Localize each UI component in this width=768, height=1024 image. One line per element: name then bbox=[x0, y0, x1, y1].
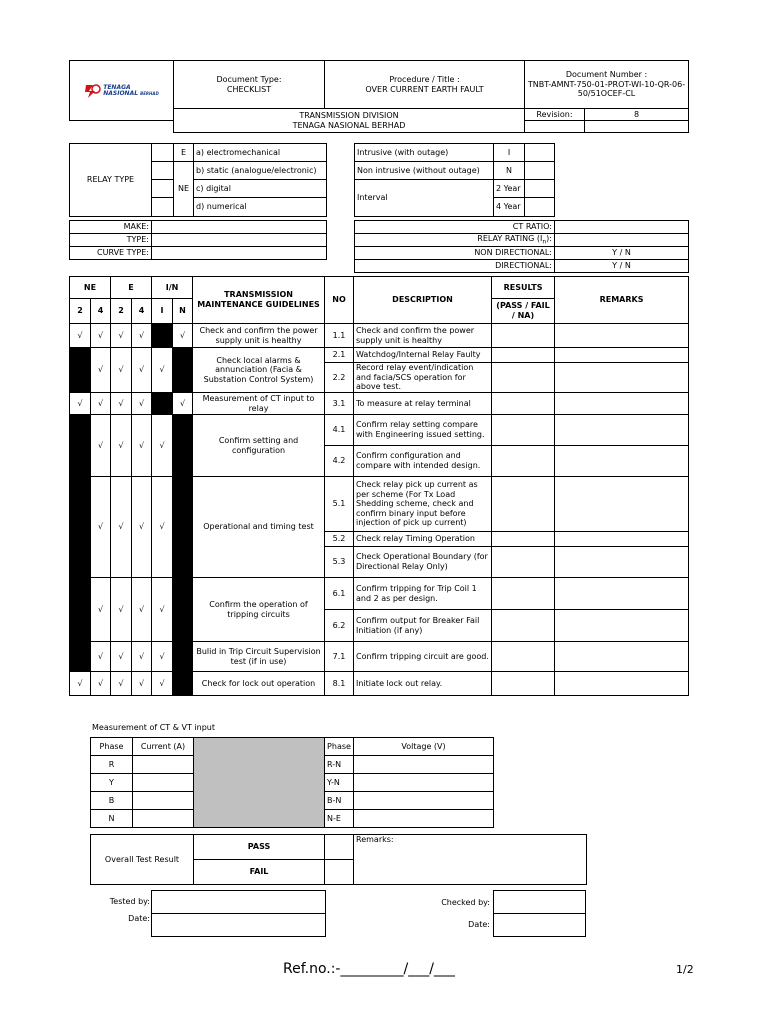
overall-result-table: Overall Test Result PASS Remarks: FAIL bbox=[90, 834, 587, 885]
result-field[interactable] bbox=[492, 578, 555, 610]
ref-number: Ref.no.:-_________/___/___ bbox=[283, 961, 455, 977]
ct-ratio-field[interactable] bbox=[555, 221, 689, 234]
make-field[interactable] bbox=[152, 221, 327, 234]
remarks-box[interactable]: Remarks: bbox=[354, 835, 587, 885]
voltage-bn[interactable] bbox=[354, 792, 494, 810]
checklist-row bbox=[70, 477, 689, 532]
item-number: 2.1 bbox=[325, 348, 354, 363]
tested-by-label: Tested by: bbox=[109, 897, 150, 906]
applicability-cell bbox=[173, 348, 193, 393]
logo-line1: TENAGA bbox=[103, 83, 131, 91]
guideline-cell: Check and confirm the power supply unit is healthy bbox=[193, 324, 325, 348]
checklist-row bbox=[70, 578, 689, 610]
tnb-logo-icon bbox=[84, 83, 102, 99]
item-description: Check relay pick up current as per scheme (For Tx Load Shedding scheme, check and confirm binary input before injection of pick up current) bbox=[354, 477, 492, 532]
applicability-cell bbox=[152, 393, 173, 415]
item-description: Confirm tripping for Trip Coil 1 and 2 as per design. bbox=[354, 578, 492, 610]
item-description: Watchdog/Internal Relay Faulty bbox=[354, 348, 492, 363]
applicability-cell: √ bbox=[91, 393, 111, 415]
checklist-row bbox=[70, 348, 689, 363]
logo-cell bbox=[70, 61, 174, 121]
relay-type-label: RELAY TYPE bbox=[70, 144, 152, 217]
type-field[interactable] bbox=[152, 234, 327, 247]
applicability-cell: √ bbox=[91, 642, 111, 672]
item-number: 5.3 bbox=[325, 547, 354, 578]
item-number: 4.2 bbox=[325, 446, 354, 477]
curve-type-field[interactable] bbox=[152, 247, 327, 260]
item-description: To measure at relay terminal bbox=[354, 393, 492, 415]
item-number: 2.2 bbox=[325, 363, 354, 393]
logo-line2b: BERHAD bbox=[140, 90, 159, 96]
remarks-field[interactable] bbox=[555, 672, 689, 696]
remarks-field[interactable] bbox=[555, 393, 689, 415]
remarks-field[interactable] bbox=[555, 363, 689, 393]
applicability-cell: √ bbox=[91, 348, 111, 393]
current-y[interactable] bbox=[133, 774, 194, 792]
checklist-row bbox=[70, 324, 689, 348]
result-field[interactable] bbox=[492, 672, 555, 696]
remarks-field[interactable] bbox=[555, 348, 689, 363]
relay-option-d: d) numerical bbox=[194, 198, 327, 217]
result-field[interactable] bbox=[492, 393, 555, 415]
applicability-cell: √ bbox=[132, 415, 152, 477]
guideline-cell: Operational and timing test bbox=[193, 477, 325, 578]
item-description: Confirm configuration and compare with intended design. bbox=[354, 446, 492, 477]
applicability-cell: √ bbox=[152, 348, 173, 393]
intrusive-table: Intrusive (with outage) I Non intrusive (without outage) N Interval 2 Year 4 Year bbox=[354, 143, 555, 217]
applicability-cell: √ bbox=[152, 477, 173, 578]
applicability-cell: √ bbox=[132, 642, 152, 672]
item-number: 8.1 bbox=[325, 672, 354, 696]
result-field[interactable] bbox=[492, 348, 555, 363]
revision-label: Revision: bbox=[525, 109, 585, 121]
guideline-cell: Check local alarms & annunciation (Facia & Substation Control System) bbox=[193, 348, 325, 393]
applicability-cell: √ bbox=[91, 324, 111, 348]
fail-box[interactable] bbox=[325, 860, 354, 885]
page-number: 1/2 bbox=[676, 963, 694, 976]
applicability-cell: √ bbox=[111, 393, 132, 415]
result-field[interactable] bbox=[492, 610, 555, 642]
applicability-cell: √ bbox=[70, 324, 91, 348]
applicability-cell: √ bbox=[152, 672, 173, 696]
applicability-cell bbox=[173, 477, 193, 578]
item-number: 6.2 bbox=[325, 610, 354, 642]
item-description: Confirm output for Breaker Fail Initiation (if any) bbox=[354, 610, 492, 642]
directional-field[interactable]: Y / N bbox=[555, 260, 689, 273]
procedure-cell: Procedure / Title : OVER CURRENT EARTH FAULT bbox=[325, 61, 525, 109]
ratio-table: CT RATIO: RELAY RATING $(I_n)$: NON DIRECTIONAL: Y / N DIRECTIONAL: Y / N bbox=[354, 220, 689, 273]
applicability-cell: √ bbox=[152, 578, 173, 642]
item-description: Check Operational Boundary (for Directional Relay Only) bbox=[354, 547, 492, 578]
applicability-cell: √ bbox=[152, 415, 173, 477]
applicability-cell: √ bbox=[132, 578, 152, 642]
item-number: 5.1 bbox=[325, 477, 354, 532]
measurement-title: Measurement of CT & VT input bbox=[92, 723, 215, 732]
voltage-ne[interactable] bbox=[354, 810, 494, 828]
applicability-cell: √ bbox=[173, 324, 193, 348]
applicability-cell: √ bbox=[111, 348, 132, 393]
applicability-cell: √ bbox=[70, 393, 91, 415]
checked-by-label: Checked by: bbox=[441, 898, 490, 907]
voltage-yn[interactable] bbox=[354, 774, 494, 792]
applicability-cell bbox=[70, 578, 91, 642]
applicability-cell: √ bbox=[111, 642, 132, 672]
checked-by-field[interactable] bbox=[493, 890, 586, 914]
result-field[interactable] bbox=[492, 477, 555, 532]
applicability-cell: √ bbox=[132, 348, 152, 393]
tested-by-field[interactable] bbox=[151, 890, 326, 914]
current-b[interactable] bbox=[133, 792, 194, 810]
non-directional-field[interactable]: Y / N bbox=[555, 247, 689, 260]
result-field[interactable] bbox=[492, 547, 555, 578]
remarks-field[interactable] bbox=[555, 578, 689, 610]
applicability-cell bbox=[70, 415, 91, 477]
applicability-cell: √ bbox=[111, 672, 132, 696]
applicability-cell: √ bbox=[91, 672, 111, 696]
voltage-rn[interactable] bbox=[354, 756, 494, 774]
result-field[interactable] bbox=[492, 642, 555, 672]
item-number: 6.1 bbox=[325, 578, 354, 610]
make-table: MAKE: TYPE: CURVE TYPE: bbox=[69, 220, 327, 260]
item-description: Record relay event/indication and facia/SCS operation for above test. bbox=[354, 363, 492, 393]
relay-type-table: RELAY TYPE E a) electromechanical NE b) static (analogue/electronic) c) digital d) numerical bbox=[69, 143, 327, 217]
result-field[interactable] bbox=[492, 446, 555, 477]
remarks-field[interactable] bbox=[555, 324, 689, 348]
result-field[interactable] bbox=[492, 324, 555, 348]
applicability-cell bbox=[173, 672, 193, 696]
remarks-field[interactable] bbox=[555, 446, 689, 477]
remarks-field[interactable] bbox=[555, 532, 689, 547]
applicability-cell: √ bbox=[132, 672, 152, 696]
item-number: 5.2 bbox=[325, 532, 354, 547]
applicability-cell bbox=[70, 348, 91, 393]
relay-option-a: a) electromechanical bbox=[194, 144, 327, 162]
applicability-cell bbox=[173, 578, 193, 642]
checklist-row bbox=[70, 672, 689, 696]
applicability-cell bbox=[173, 642, 193, 672]
date-label: Date: bbox=[128, 914, 150, 923]
checked-date-field[interactable] bbox=[493, 913, 586, 937]
checklist-row bbox=[70, 393, 689, 415]
item-description: Confirm relay setting compare with Engineering issued setting. bbox=[354, 415, 492, 446]
applicability-cell: √ bbox=[132, 324, 152, 348]
checklist-row bbox=[70, 415, 689, 446]
applicability-cell: √ bbox=[91, 415, 111, 477]
interval-2y-check[interactable] bbox=[525, 180, 555, 198]
applicability-cell: √ bbox=[111, 324, 132, 348]
nonintrusive-check[interactable] bbox=[525, 162, 555, 180]
result-field[interactable] bbox=[492, 415, 555, 446]
relay-option-c: c) digital bbox=[194, 180, 327, 198]
guideline-cell: Confirm setting and configuration bbox=[193, 415, 325, 477]
item-number: 3.1 bbox=[325, 393, 354, 415]
measurement-table: Phase Current (A) Phase Voltage (V) R R-N Y Y-N B B-N N N-E bbox=[90, 737, 494, 828]
applicability-cell: √ bbox=[132, 393, 152, 415]
applicability-cell bbox=[70, 477, 91, 578]
applicability-cell: √ bbox=[173, 393, 193, 415]
applicability-cell: √ bbox=[70, 672, 91, 696]
doc-type-cell: Document Type: CHECKLIST bbox=[174, 61, 325, 109]
remarks-field[interactable] bbox=[555, 477, 689, 532]
remarks-field[interactable] bbox=[555, 642, 689, 672]
checklist-table: NE E I/N TRANSMISSION MAINTENANCE GUIDELINES NO DESCRIPTION RESULTS REMARKS 2 4 2 4 I N (PASS / FAIL / NA) √ √ √ √ √ Check and confirm the power supply unit is healthy 1.1 Check and confirm the power supply unit is healthy √ √ √ √ Check local alarms & annunciation (Facia & Substation Control System) 2.1 Watchdog/Internal Relay Faulty 2.2 Record relay event/indication and facia/SCS operation for above test. √ √ √ √ √ Measurement of CT input to relay 3.1 To measure at relay terminal √ √ √ √ Confirm setting and configuration 4.1 Confirm relay setting compare with Engineering issued setting. 4.2 Confirm configuration and compare with intended design. √ √ √ √ Operational and timing test 5.1 Check relay pick up current as per scheme (For Tx Load Shedding scheme, check and confirm binary input before injection of pick up current) 5.2 Check relay Timing Operation 5.3 Check Operational Boundary (for Directional Relay Only) √ √ √ √ Confirm the operation of tripping circuits 6.1 Confirm tripping for Trip Coil 1 and 2 as per design. 6.2 Confirm output for Breaker Fail Initiation (if any) √ √ √ √ Bulid in Trip Circuit Supervision test (if in use) 7.1 Confirm tripping circuit are good. √ √ √ √ √ Check for lock out operation 8.1 Initiate lock out relay. bbox=[69, 276, 689, 696]
relay-rating-field[interactable] bbox=[555, 234, 689, 247]
division-cell: TRANSMISSION DIVISION TENAGA NASIONAL BERHAD bbox=[174, 109, 525, 133]
applicability-cell bbox=[173, 415, 193, 477]
relay-option-b: b) static (analogue/electronic) bbox=[194, 162, 327, 180]
remarks-field[interactable] bbox=[555, 415, 689, 446]
applicability-cell bbox=[152, 324, 173, 348]
current-n[interactable] bbox=[133, 810, 194, 828]
interval-4y-check[interactable] bbox=[525, 198, 555, 217]
applicability-cell bbox=[70, 642, 91, 672]
guideline-cell: Measurement of CT input to relay bbox=[193, 393, 325, 415]
result-field[interactable] bbox=[492, 532, 555, 547]
applicability-cell: √ bbox=[132, 477, 152, 578]
remarks-field[interactable] bbox=[555, 547, 689, 578]
applicability-cell: √ bbox=[111, 578, 132, 642]
tested-date-field[interactable] bbox=[151, 913, 326, 937]
current-r[interactable] bbox=[133, 756, 194, 774]
date2-label: Date: bbox=[468, 920, 490, 929]
item-number: 1.1 bbox=[325, 324, 354, 348]
checklist-row bbox=[70, 642, 689, 672]
item-description: Check and confirm the power supply unit is healthy bbox=[354, 324, 492, 348]
applicability-cell: √ bbox=[111, 477, 132, 578]
guideline-cell: Bulid in Trip Circuit Supervision test (if in use) bbox=[193, 642, 325, 672]
pass-box[interactable] bbox=[325, 835, 354, 860]
item-description: Initiate lock out relay. bbox=[354, 672, 492, 696]
applicability-cell: √ bbox=[152, 642, 173, 672]
applicability-cell: √ bbox=[91, 477, 111, 578]
item-number: 4.1 bbox=[325, 415, 354, 446]
intrusive-check[interactable] bbox=[525, 144, 555, 162]
applicability-cell: √ bbox=[91, 578, 111, 642]
guideline-cell: Check for lock out operation bbox=[193, 672, 325, 696]
item-number: 7.1 bbox=[325, 642, 354, 672]
result-field[interactable] bbox=[492, 363, 555, 393]
applicability-cell: √ bbox=[111, 415, 132, 477]
item-description: Confirm tripping circuit are good. bbox=[354, 642, 492, 672]
remarks-field[interactable] bbox=[555, 610, 689, 642]
guideline-cell: Confirm the operation of tripping circuits bbox=[193, 578, 325, 642]
logo-line2: NASIONAL bbox=[103, 89, 139, 97]
doc-number-cell: Document Number : TNBT-AMNT-750-01-PROT-WI-10-QR-06-50/51OCEF-CL bbox=[525, 61, 689, 109]
grey-block bbox=[194, 738, 325, 828]
item-description: Check relay Timing Operation bbox=[354, 532, 492, 547]
revision-value: 8 bbox=[585, 109, 689, 121]
header-table bbox=[69, 60, 689, 133]
